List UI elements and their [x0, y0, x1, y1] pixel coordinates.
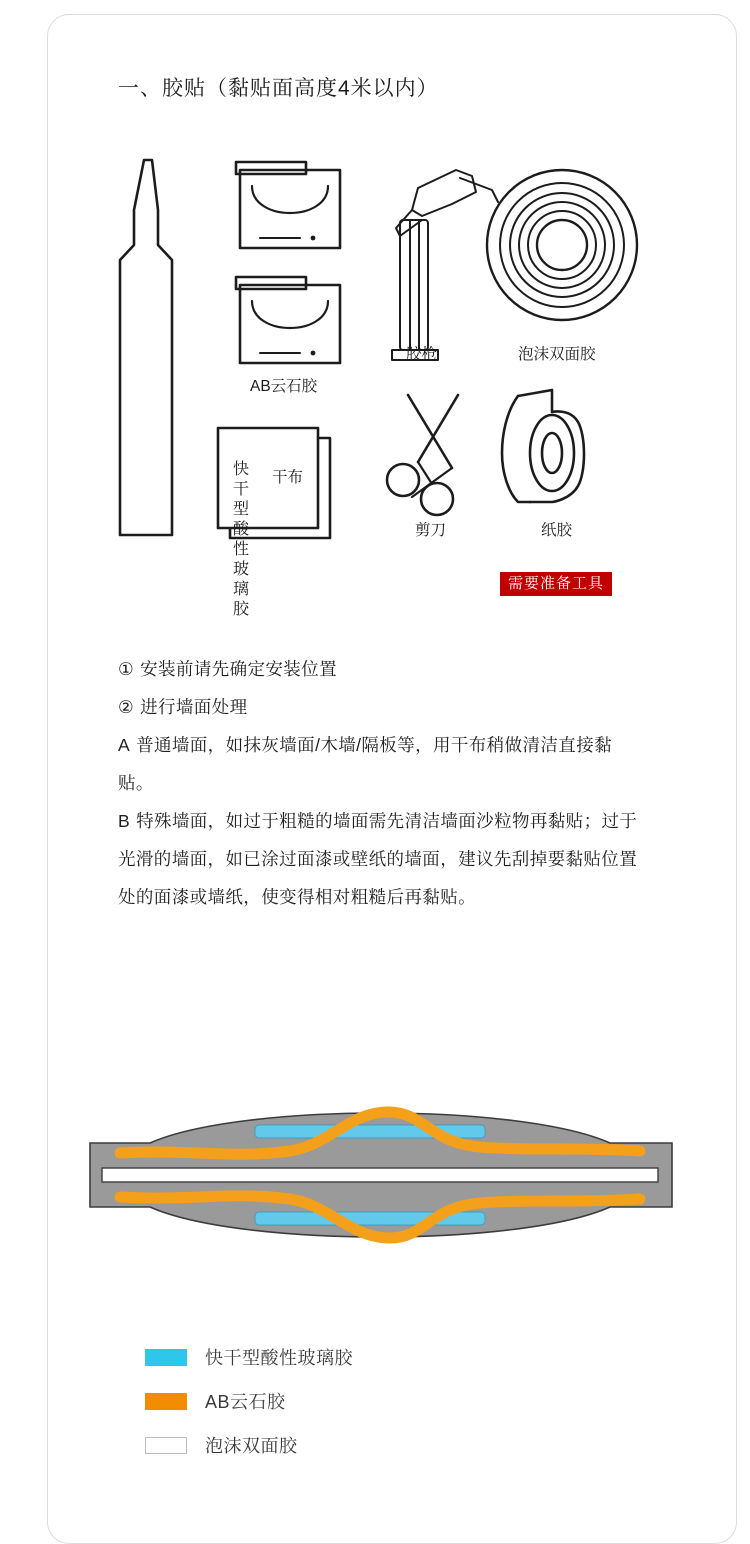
step-text: 安装前请先确定安装位置	[140, 659, 337, 679]
tool-label-scissors: 剪刀	[415, 522, 447, 539]
scissors-icon	[387, 395, 458, 515]
tool-label-ab-glue: AB云石胶	[250, 378, 318, 395]
glue-bucket-icon	[236, 277, 340, 363]
legend-label-ab-glue: AB云石胶	[205, 1392, 286, 1412]
legend-item	[145, 1379, 545, 1423]
step-item	[118, 650, 638, 688]
legend-swatch-ab-glue	[145, 1393, 187, 1410]
step-text: 普通墙面，如抹灰墙面/木墙/隔板等，用干布稍做清洁直接黏贴。	[118, 735, 613, 793]
step-item	[118, 802, 638, 916]
step-marker: ②	[118, 697, 135, 717]
legend-swatch-foam-tape	[145, 1437, 187, 1454]
glue-bucket-icon	[236, 162, 340, 248]
instruction-steps	[118, 650, 638, 916]
tools-illustration	[100, 150, 660, 620]
tool-label-paper-tape: 纸胶	[541, 522, 573, 539]
paper-tape-icon	[502, 390, 584, 502]
tool-label-silicone: 快干型酸性玻璃胶	[232, 461, 249, 618]
legend-label-foam-tape: 泡沫双面胶	[205, 1436, 298, 1456]
step-item	[118, 688, 638, 726]
step-text: 特殊墙面，如过于粗糙的墙面需先清洁墙面沙粒物再黏贴；过于光滑的墙面，如已涂过面漆或壁纸的墙面，建议先刮掉要黏贴位置处的面漆或墙纸，使变得相对粗糙后再黏贴。	[118, 811, 638, 907]
caulk-gun-icon	[392, 170, 498, 360]
step-marker: ①	[118, 659, 135, 679]
legend-item	[145, 1423, 545, 1467]
tool-label-dry-cloth: 干布	[272, 469, 304, 486]
tool-label-foam-tape: 泡沫双面胶	[518, 346, 596, 363]
foam-tape-roll-icon	[487, 170, 637, 320]
tools-required-badge: 需要准备工具	[500, 572, 612, 596]
tool-label-caulk-gun: 胶枪	[406, 346, 438, 363]
legend-swatch-silicone	[145, 1349, 187, 1366]
step-item	[118, 726, 638, 802]
foam-tape-layer	[102, 1168, 658, 1182]
legend	[145, 1335, 545, 1467]
step-marker: B	[118, 811, 131, 831]
step-marker: A	[118, 735, 131, 755]
caulk-tube-icon	[120, 160, 172, 535]
step-text: 进行墙面处理	[140, 697, 248, 717]
legend-item	[145, 1335, 545, 1379]
legend-label-silicone: 快干型酸性玻璃胶	[205, 1348, 353, 1368]
adhesive-cross-section-diagram	[80, 1085, 680, 1265]
page-title: 一、胶贴（黏贴面高度4米以内）	[118, 77, 439, 100]
